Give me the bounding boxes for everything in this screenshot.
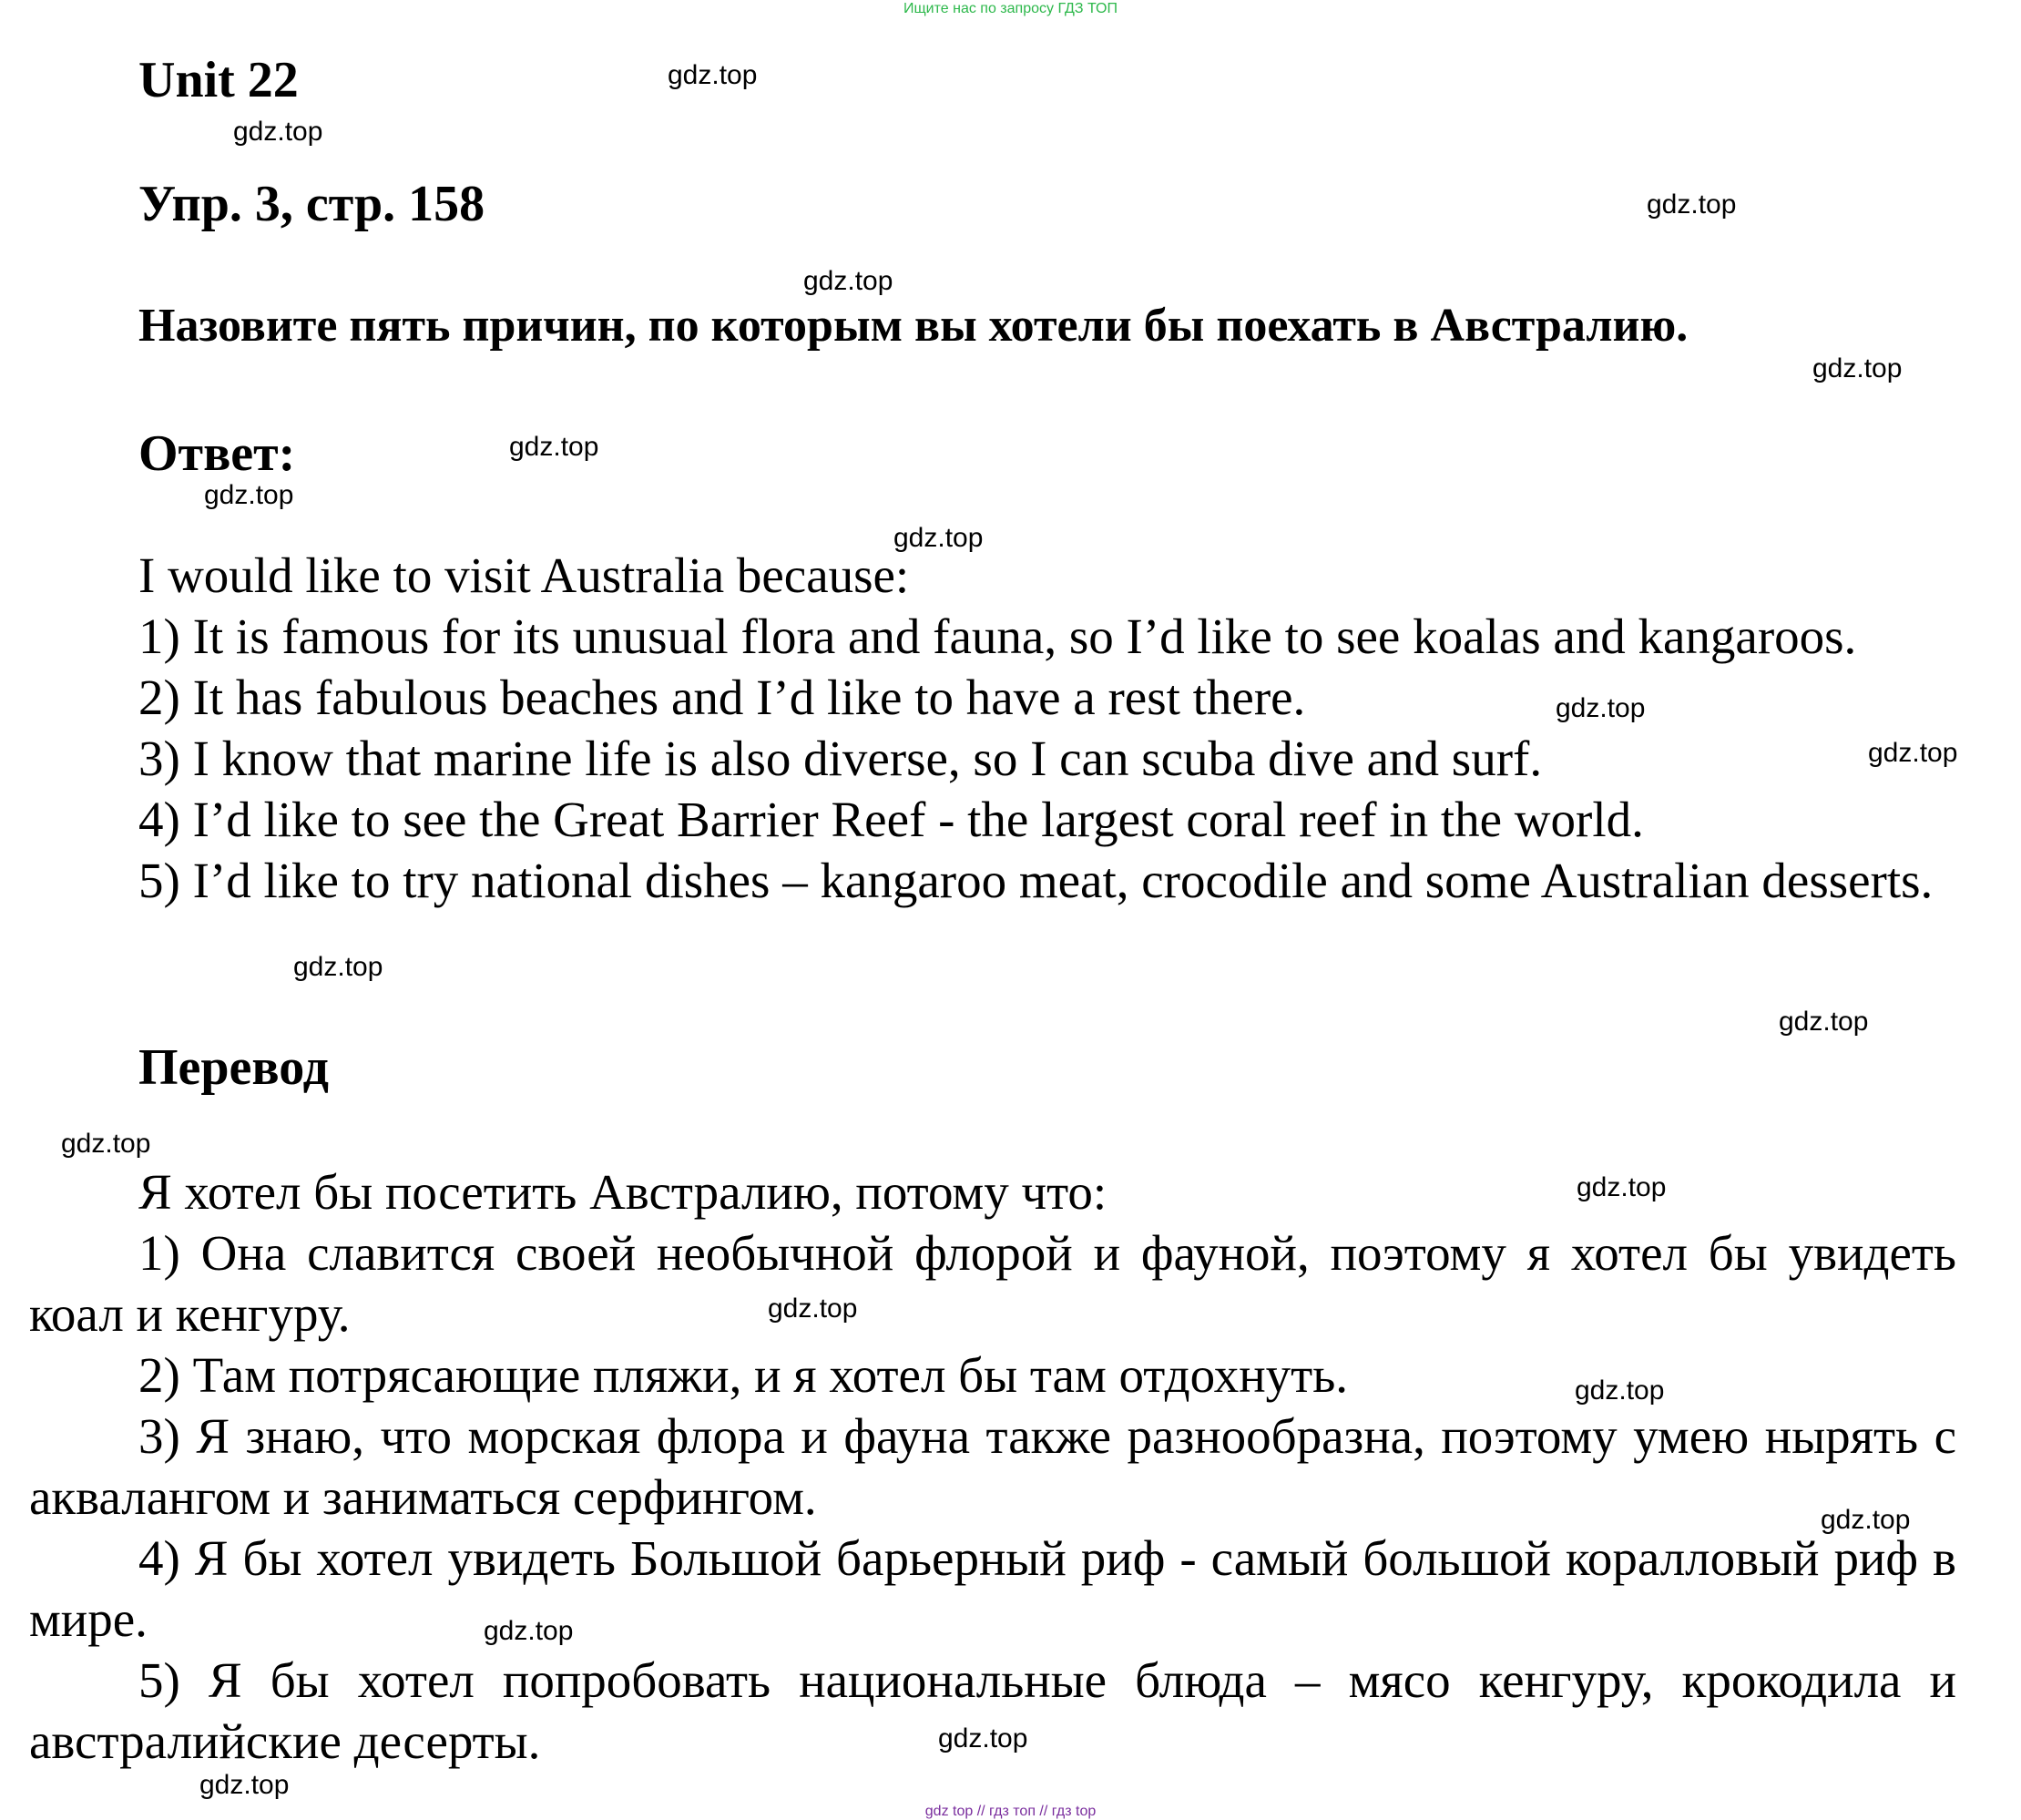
translation-item: 4) Я бы хотел увидеть Большой барьерный риф - самый большой коралловый риф в мире. [29, 1530, 1956, 1647]
watermark: gdz.top [204, 480, 294, 510]
watermark: gdz.top [1868, 738, 1958, 768]
answer-item: 4) I’d like to see the Great Barrier Reef - the largest coral reef in the world. [138, 792, 1644, 847]
answer-item: 2) It has fabulous beaches and I’d like to have a rest there. [138, 670, 1306, 725]
watermark: gdz.top [668, 60, 758, 90]
translation-heading: Перевод [138, 1039, 329, 1096]
watermark: gdz.top [893, 523, 984, 553]
watermark: gdz.top [484, 1616, 574, 1646]
watermark: gdz.top [199, 1770, 290, 1800]
translation-item: 1) Она славится своей необычной флорой и фауной, поэтому я хотел бы увидеть коал и кенгуру. [29, 1225, 1956, 1342]
watermark: gdz.top [61, 1129, 151, 1159]
top-banner: Ищите нас по запросу ГДЗ ТОП [903, 1, 1118, 16]
watermark: gdz.top [293, 952, 383, 982]
watermark: gdz.top [938, 1723, 1028, 1754]
answer-heading: Ответ: [138, 425, 296, 482]
watermark: gdz.top [233, 117, 323, 147]
answer-item: 5) I’d like to try national dishes – kangaroo meat, crocodile and some Australian desserts. [138, 853, 1934, 908]
watermark: gdz.top [1821, 1505, 1911, 1535]
watermark: gdz.top [768, 1293, 858, 1324]
watermark: gdz.top [803, 266, 893, 296]
watermark: gdz.top [1779, 1007, 1869, 1037]
watermark: gdz.top [1577, 1172, 1667, 1202]
watermark: gdz.top [509, 432, 599, 462]
watermark: gdz.top [1812, 353, 1903, 383]
answer-item: 1) It is famous for its unusual flora and fauna, so I’d like to see koalas and kangaroos. [138, 608, 1857, 664]
answer-item: 3) I know that marine life is also diverse, so I can scuba dive and surf. [138, 731, 1543, 786]
unit-title: Unit 22 [138, 52, 299, 108]
translation-item: 2) Там потрясающие пляжи, и я хотел бы там отдохнуть. [138, 1347, 1349, 1403]
footer-banner: gdz top // гдз топ // гдз top [924, 1804, 1097, 1819]
exercise-reference: Упр. 3, стр. 158 [138, 176, 485, 232]
translation-item: 5) Я бы хотел попробовать национальные блюда – мясо кенгуру, крокодила и австралийские десерты. [29, 1652, 1956, 1769]
watermark: gdz.top [1556, 693, 1646, 723]
watermark: gdz.top [1647, 189, 1737, 220]
answer-intro: I would like to visit Australia because: [138, 547, 910, 603]
watermark: gdz.top [1575, 1375, 1665, 1406]
task-heading: Назовите пять причин, по которым вы хотели бы поехать в Австралию. [138, 300, 1689, 352]
translation-intro: Я хотел бы посетить Австралию, потому что: [138, 1164, 1107, 1220]
translation-item: 3) Я знаю, что морская флора и фауна также разнообразна, поэтому умею нырять с аквалангом и заниматься серфингом. [29, 1408, 1956, 1525]
